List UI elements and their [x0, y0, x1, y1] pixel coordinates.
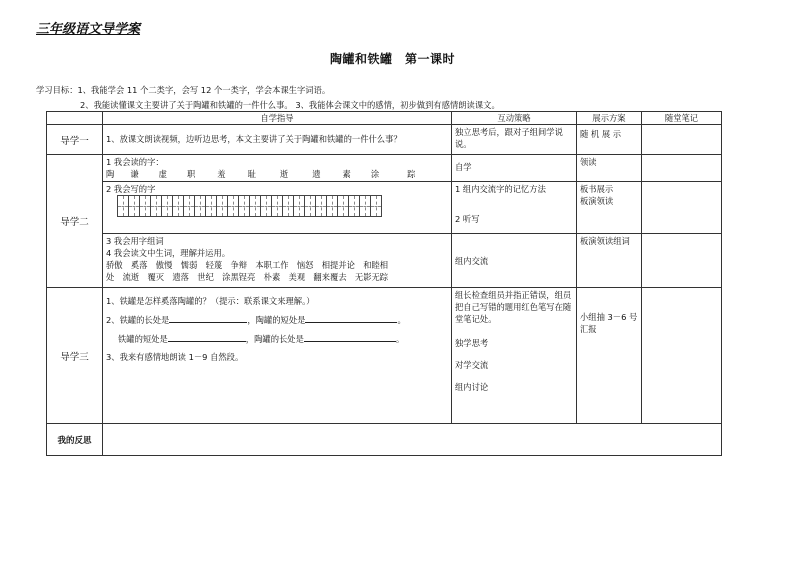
header-title: 三年级语文导学案: [36, 22, 141, 37]
strategy-text: 对学交流: [455, 360, 489, 370]
show-cell: 领读: [577, 155, 642, 182]
header-guide: 自学指导: [103, 112, 452, 125]
notes-cell[interactable]: [642, 182, 722, 234]
row-label: 导学一: [47, 125, 103, 155]
table-row-guide-1: [47, 125, 722, 155]
show-text: 小组抽 3－6 号汇报: [580, 312, 638, 334]
answer-blank[interactable]: [304, 332, 396, 342]
table-row-guide-2c: [47, 234, 722, 288]
show-cell: [577, 125, 642, 155]
read-chars: 陶 谦 虚 职 羞 耻 逝 遗 素 涂 踪: [106, 169, 416, 179]
strategy-cell: [452, 155, 577, 182]
vocab-title: 3 我会用字组词: [106, 236, 164, 246]
header-strategy: 互动策略: [452, 112, 577, 125]
question-3: 3、我来有感情地朗读 1－9 自然段。: [106, 352, 244, 362]
question-2b: 铁罐的短处是 ，陶罐的长处是 。: [118, 334, 405, 344]
strategy-text: 独学思考: [455, 338, 489, 348]
row-label: 导学三: [47, 288, 103, 424]
table-row-guide-3: [47, 288, 722, 424]
read-title: 1 我会读的字：: [106, 157, 164, 167]
header-show: 展示方案: [577, 112, 642, 125]
objectives-line-2: 2、我能读懂课文主要讲了关于陶罐和铁罐的一件什么事。 3、我能体会课文中的感情，初步做到有感情朗读课文。: [80, 100, 500, 110]
row-label: 导学二: [47, 155, 103, 288]
strategy-cell: [452, 234, 577, 288]
vocab-subtitle: 4 我会读文中生词，理解并运用。: [106, 248, 231, 258]
notes-cell[interactable]: [642, 234, 722, 288]
question-2: 2、铁罐的长处是 ，陶罐的短处是 。: [106, 315, 406, 325]
show-text: 随 机 展 示: [580, 129, 622, 139]
show-cell: 板演领读组词: [577, 234, 642, 288]
show-cell: [577, 288, 642, 424]
strategy-text: 组长检查组员并指正错误，组员把自己写错的题用红色笔写在随堂笔记处。: [455, 290, 572, 324]
header-notes: 随堂笔记: [642, 112, 722, 125]
answer-blank[interactable]: [305, 313, 397, 323]
guide-cell: [103, 288, 452, 424]
row-label: 我的反思: [47, 424, 103, 456]
table-row-guide-2b: [47, 182, 722, 234]
strategy-text: 自学: [455, 162, 472, 172]
notes-cell[interactable]: [642, 155, 722, 182]
vocab-words-1: 骄傲 奚落 傲慢 懦弱 轻蔑 争辩 本职工作 恼怒 相提并论 和睦相: [106, 260, 389, 270]
strategy-text: 组内交流: [455, 256, 489, 266]
vocab-cell: [103, 234, 452, 288]
guide-text: 1、放课文朗读视频，边听边思考，本文主要讲了关于陶罐和铁罐的一件什么事？: [106, 134, 402, 144]
strategy-text: 2 听写: [455, 214, 480, 224]
reflection-cell[interactable]: [103, 424, 722, 456]
write-title: 2 我会写的字: [106, 184, 156, 194]
strategy-text: 组内讨论: [455, 382, 489, 392]
notes-cell[interactable]: [642, 288, 722, 424]
table-header-row: [47, 112, 722, 125]
writing-grid[interactable]: [118, 195, 448, 219]
strategy-cell: [452, 288, 577, 424]
strategy-cell: [452, 182, 577, 234]
answer-blank[interactable]: [168, 332, 246, 342]
question-1: 1、铁罐是怎样奚落陶罐的？（提示：联系课文来理解。）: [106, 296, 315, 306]
document-title: 陶罐和铁罐 第一课时: [330, 52, 456, 66]
answer-blank[interactable]: [169, 313, 247, 323]
objectives-line-1: 学习目标：1、我能学会 11 个二类字，会写 12 个一类字，学会本课生字词语。: [36, 85, 331, 95]
read-cell: [103, 155, 452, 182]
guide-cell: [103, 125, 452, 155]
strategy-text: 1 组内交流字的记忆方法: [455, 184, 546, 194]
lesson-table: [46, 111, 722, 456]
show-cell: 板书展示 板演领读: [577, 182, 642, 234]
notes-cell[interactable]: [642, 125, 722, 155]
strategy-cell: 独立思考后，跟对子组间学说说。: [452, 125, 577, 155]
table-row-guide-2a: [47, 155, 722, 182]
vocab-words-2: 处 流逝 覆灭 遗落 世纪 涂黑锃亮 朴素 美观 翻来覆去 无影无踪: [106, 272, 389, 282]
header-empty: [47, 112, 103, 125]
write-cell: [103, 182, 452, 234]
table-row-reflection: [47, 424, 722, 456]
